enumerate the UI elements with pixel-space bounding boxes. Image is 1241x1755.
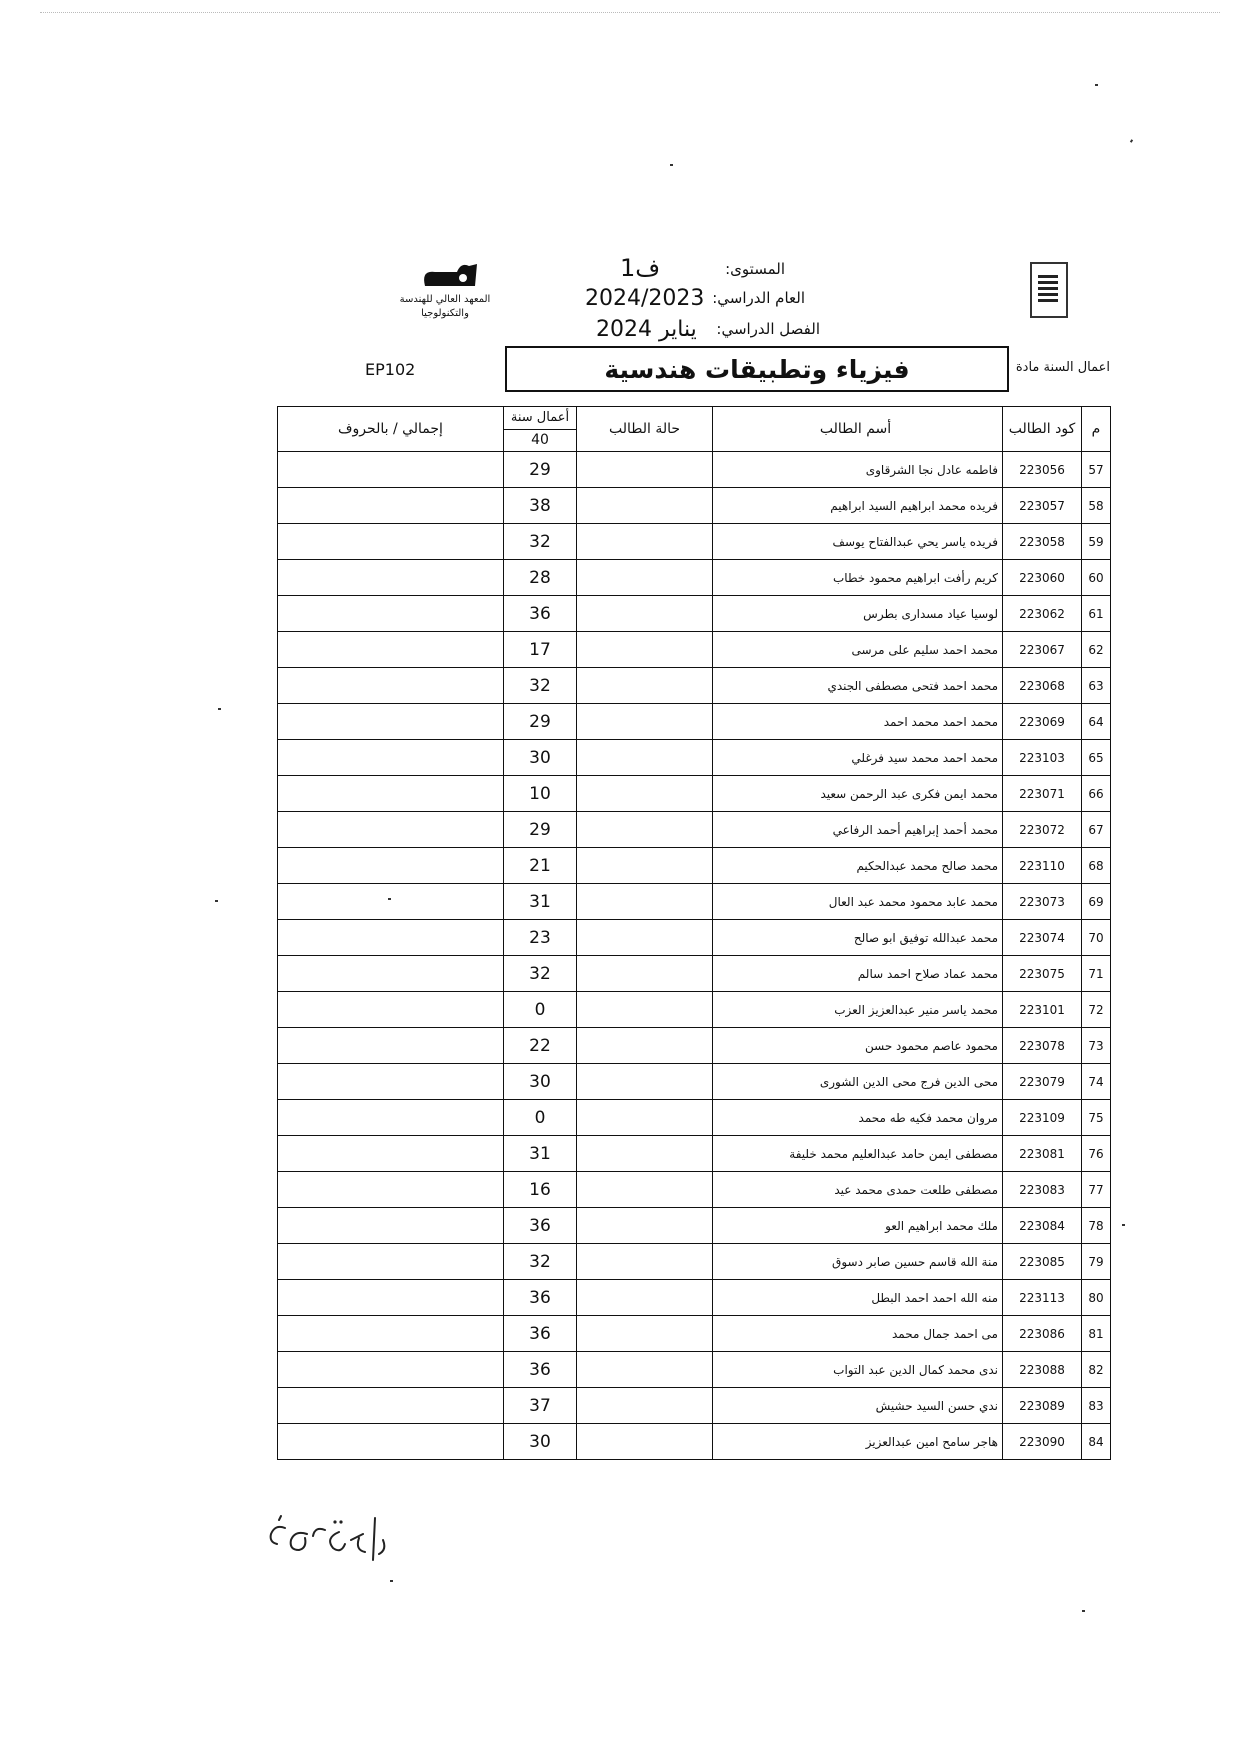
student-status <box>577 1100 713 1136</box>
student-code: 223084 <box>1003 1208 1082 1244</box>
student-score: 17 <box>504 632 577 668</box>
student-status <box>577 956 713 992</box>
student-score: 36 <box>504 1316 577 1352</box>
student-total-words <box>278 848 504 884</box>
row-number: 66 <box>1082 776 1111 812</box>
student-status <box>577 1280 713 1316</box>
row-number: 61 <box>1082 596 1111 632</box>
student-code: 223068 <box>1003 668 1082 704</box>
table-row <box>278 776 1111 812</box>
table-row <box>278 1208 1111 1244</box>
table-row <box>278 524 1111 560</box>
row-number: 70 <box>1082 920 1111 956</box>
table-row <box>278 596 1111 632</box>
header-score-max: 40 <box>531 432 549 449</box>
student-total-words <box>278 776 504 812</box>
row-number: 82 <box>1082 1352 1111 1388</box>
student-name: محمد أحمد إبراهيم أحمد الرفاعي <box>713 812 1003 848</box>
university-crest-logo <box>1030 262 1068 318</box>
student-code: 223057 <box>1003 488 1082 524</box>
row-number: 71 <box>1082 956 1111 992</box>
course-code: EP102 <box>365 360 416 379</box>
institute-logo-line1: المعهد العالي للهندسة <box>399 294 491 305</box>
student-code: 223071 <box>1003 776 1082 812</box>
student-status <box>577 1244 713 1280</box>
student-code: 223074 <box>1003 920 1082 956</box>
table-row <box>278 812 1111 848</box>
subject-title: فيزياء وتطبيقات هندسية <box>604 354 910 384</box>
student-status <box>577 704 713 740</box>
table-row <box>278 1064 1111 1100</box>
student-score: 30 <box>504 1424 577 1460</box>
student-total-words <box>278 524 504 560</box>
student-total-words <box>278 1316 504 1352</box>
student-code: 223085 <box>1003 1244 1082 1280</box>
header-status: حالة الطالب <box>577 407 713 452</box>
student-score: 31 <box>504 1136 577 1172</box>
student-total-words <box>278 596 504 632</box>
student-status <box>577 1424 713 1460</box>
table-row <box>278 1172 1111 1208</box>
row-number: 77 <box>1082 1172 1111 1208</box>
student-code: 223058 <box>1003 524 1082 560</box>
student-name: مصطفى طلعت حمدى محمد عيد <box>713 1172 1003 1208</box>
student-total-words <box>278 1352 504 1388</box>
student-code: 223056 <box>1003 452 1082 488</box>
table-row <box>278 488 1111 524</box>
term-label: الفصل الدراسي: <box>716 320 820 338</box>
table-row <box>278 920 1111 956</box>
level-label: المستوى: <box>725 260 785 278</box>
student-score: 30 <box>504 740 577 776</box>
row-number: 60 <box>1082 560 1111 596</box>
student-total-words <box>278 920 504 956</box>
student-status <box>577 596 713 632</box>
table-row <box>278 956 1111 992</box>
student-score: 29 <box>504 452 577 488</box>
student-score: 10 <box>504 776 577 812</box>
student-score: 36 <box>504 1352 577 1388</box>
student-name: هاجر سامح امين عبدالعزيز <box>713 1424 1003 1460</box>
table-row <box>278 1028 1111 1064</box>
table-row <box>278 1424 1111 1460</box>
row-number: 78 <box>1082 1208 1111 1244</box>
student-score: 32 <box>504 1244 577 1280</box>
student-total-words <box>278 1172 504 1208</box>
student-score: 31 <box>504 884 577 920</box>
student-name: محمد ياسر منير عبدالعزيز العزب <box>713 992 1003 1028</box>
row-number: 62 <box>1082 632 1111 668</box>
table-row <box>278 1388 1111 1424</box>
table-row <box>278 452 1111 488</box>
student-status <box>577 1136 713 1172</box>
student-score: 36 <box>504 1280 577 1316</box>
row-number: 64 <box>1082 704 1111 740</box>
student-name: محمد عبدالله توفيق ابو صالح <box>713 920 1003 956</box>
table-row <box>278 704 1111 740</box>
student-code: 223073 <box>1003 884 1082 920</box>
table-header-row <box>278 407 1111 452</box>
table-row <box>278 1280 1111 1316</box>
header-name: أسم الطالب <box>713 407 1003 452</box>
row-number: 67 <box>1082 812 1111 848</box>
student-total-words <box>278 1208 504 1244</box>
row-number: 76 <box>1082 1136 1111 1172</box>
table-row <box>278 992 1111 1028</box>
student-total-words <box>278 1064 504 1100</box>
student-total-words <box>278 1424 504 1460</box>
student-status <box>577 1064 713 1100</box>
student-status <box>577 1316 713 1352</box>
student-score: 32 <box>504 524 577 560</box>
subject-label: اعمال السنة مادة <box>1015 360 1110 375</box>
scan-speck <box>670 164 673 166</box>
table-row <box>278 884 1111 920</box>
scan-speck <box>1122 1224 1125 1226</box>
student-code: 223089 <box>1003 1388 1082 1424</box>
student-code: 223103 <box>1003 740 1082 776</box>
student-name: محمد احمد فتحى مصطفى الجندي <box>713 668 1003 704</box>
header-score <box>504 407 577 452</box>
student-name: فاطمه عادل نجا الشرقاوى <box>713 452 1003 488</box>
student-total-words <box>278 740 504 776</box>
student-status <box>577 524 713 560</box>
student-total-words <box>278 812 504 848</box>
student-status <box>577 668 713 704</box>
institute-logo-mark <box>417 260 487 290</box>
scan-speck <box>218 708 221 710</box>
header-no: م <box>1082 407 1111 452</box>
student-code: 223081 <box>1003 1136 1082 1172</box>
student-score: 32 <box>504 668 577 704</box>
year-label: العام الدراسي: <box>712 289 805 307</box>
student-total-words <box>278 1280 504 1316</box>
table-row <box>278 1244 1111 1280</box>
scan-top-edge <box>40 12 1220 13</box>
subject-title-box <box>505 346 1009 392</box>
term-value: يناير 2024 <box>596 317 697 342</box>
year-value: 2024/2023 <box>585 286 705 311</box>
student-score: 28 <box>504 560 577 596</box>
student-status <box>577 920 713 956</box>
row-number: 75 <box>1082 1100 1111 1136</box>
student-score: 29 <box>504 704 577 740</box>
student-status <box>577 1172 713 1208</box>
student-name: لوسيا عياد مسدارى بطرس <box>713 596 1003 632</box>
student-score: 29 <box>504 812 577 848</box>
student-total-words <box>278 956 504 992</box>
student-total-words <box>278 1388 504 1424</box>
student-name: فريده محمد ابراهيم السيد ابراهيم <box>713 488 1003 524</box>
student-name: محمد عماد صلاح احمد سالم <box>713 956 1003 992</box>
student-status <box>577 452 713 488</box>
student-name: مصطفى ايمن حامد عبدالعليم محمد خليفة <box>713 1136 1003 1172</box>
table-row <box>278 1352 1111 1388</box>
student-total-words <box>278 452 504 488</box>
student-score: 32 <box>504 956 577 992</box>
student-total-words <box>278 1136 504 1172</box>
student-code: 223062 <box>1003 596 1082 632</box>
grades-table <box>277 406 1111 1460</box>
student-status <box>577 1352 713 1388</box>
student-name: محمد احمد محمد احمد <box>713 704 1003 740</box>
student-total-words <box>278 668 504 704</box>
row-number: 65 <box>1082 740 1111 776</box>
student-total-words <box>278 992 504 1028</box>
row-number: 69 <box>1082 884 1111 920</box>
student-name: كريم رأفت ابراهيم محمود خطاب <box>713 560 1003 596</box>
student-status <box>577 776 713 812</box>
student-code: 223079 <box>1003 1064 1082 1100</box>
table-row <box>278 560 1111 596</box>
student-name: محمد صالح محمد عبدالحكيم <box>713 848 1003 884</box>
student-name: محمد احمد سليم على مرسى <box>713 632 1003 668</box>
student-name: ملك محمد ابراهيم العو <box>713 1208 1003 1244</box>
student-total-words <box>278 488 504 524</box>
student-total-words <box>278 884 504 920</box>
student-status <box>577 1028 713 1064</box>
student-name: ندى محمد كمال الدين عبد التواب <box>713 1352 1003 1388</box>
student-score: 0 <box>504 992 577 1028</box>
table-row <box>278 740 1111 776</box>
scan-speck <box>1095 84 1098 86</box>
student-total-words <box>278 1100 504 1136</box>
student-score: 16 <box>504 1172 577 1208</box>
student-code: 223060 <box>1003 560 1082 596</box>
row-number: 73 <box>1082 1028 1111 1064</box>
student-name: فريده ياسر يحي عبدالفتاح يوسف <box>713 524 1003 560</box>
student-code: 223110 <box>1003 848 1082 884</box>
student-score: 30 <box>504 1064 577 1100</box>
row-number: 58 <box>1082 488 1111 524</box>
student-score: 23 <box>504 920 577 956</box>
student-code: 223069 <box>1003 704 1082 740</box>
student-name: محمد احمد محمد سيد فرغلي <box>713 740 1003 776</box>
row-number: 72 <box>1082 992 1111 1028</box>
table-row <box>278 1136 1111 1172</box>
row-number: 79 <box>1082 1244 1111 1280</box>
student-name: مروان محمد فكيه طه محمد <box>713 1100 1003 1136</box>
table-row <box>278 668 1111 704</box>
institute-logo <box>395 260 495 330</box>
header-score-label: أعمال سنة <box>504 407 576 430</box>
row-number: 57 <box>1082 452 1111 488</box>
student-score: 38 <box>504 488 577 524</box>
student-score: 0 <box>504 1100 577 1136</box>
student-code: 223083 <box>1003 1172 1082 1208</box>
student-status <box>577 848 713 884</box>
table-row <box>278 1100 1111 1136</box>
student-total-words <box>278 560 504 596</box>
student-status <box>577 560 713 596</box>
header-code: كود الطالب <box>1003 407 1082 452</box>
student-status <box>577 488 713 524</box>
row-number: 74 <box>1082 1064 1111 1100</box>
student-status <box>577 1388 713 1424</box>
table-row <box>278 1316 1111 1352</box>
scan-speck <box>1082 1610 1085 1612</box>
header-total: إجمالي / بالحروف <box>278 407 504 452</box>
student-code: 223075 <box>1003 956 1082 992</box>
level-value: ف1 <box>620 254 661 282</box>
student-total-words <box>278 704 504 740</box>
student-code: 223113 <box>1003 1280 1082 1316</box>
handwritten-signature <box>255 1510 395 1570</box>
row-number: 80 <box>1082 1280 1111 1316</box>
student-status <box>577 812 713 848</box>
student-total-words <box>278 1244 504 1280</box>
row-number: 83 <box>1082 1388 1111 1424</box>
row-number: 84 <box>1082 1424 1111 1460</box>
student-name: محمد عابد محمود محمد عبد العال <box>713 884 1003 920</box>
row-number: 59 <box>1082 524 1111 560</box>
student-status <box>577 632 713 668</box>
student-score: 22 <box>504 1028 577 1064</box>
student-name: محى الدين فرج محى الدين الشورى <box>713 1064 1003 1100</box>
table-row <box>278 632 1111 668</box>
student-name: محمود عاصم محمود حسن <box>713 1028 1003 1064</box>
student-code: 223072 <box>1003 812 1082 848</box>
student-name: ندي حسن السيد حشيش <box>713 1388 1003 1424</box>
scan-speck <box>215 900 218 902</box>
student-name: مى احمد جمال محمد <box>713 1316 1003 1352</box>
student-code: 223090 <box>1003 1424 1082 1460</box>
student-code: 223101 <box>1003 992 1082 1028</box>
student-name: منه الله احمد احمد البطل <box>713 1280 1003 1316</box>
table-row <box>278 848 1111 884</box>
student-code: 223086 <box>1003 1316 1082 1352</box>
student-code: 223067 <box>1003 632 1082 668</box>
student-code: 223088 <box>1003 1352 1082 1388</box>
row-number: 68 <box>1082 848 1111 884</box>
scan-speck <box>390 1580 393 1582</box>
scan-speck <box>1130 139 1133 143</box>
student-code: 223078 <box>1003 1028 1082 1064</box>
student-status <box>577 884 713 920</box>
student-score: 37 <box>504 1388 577 1424</box>
student-name: منة الله قاسم حسين صابر دسوق <box>713 1244 1003 1280</box>
student-total-words <box>278 632 504 668</box>
student-code: 223109 <box>1003 1100 1082 1136</box>
student-total-words <box>278 1028 504 1064</box>
student-name: محمد ايمن فكرى عبد الرحمن سعيد <box>713 776 1003 812</box>
student-status <box>577 992 713 1028</box>
institute-logo-line2: والتكنولوجيا <box>421 308 469 319</box>
row-number: 81 <box>1082 1316 1111 1352</box>
row-number: 63 <box>1082 668 1111 704</box>
student-score: 36 <box>504 1208 577 1244</box>
student-score: 21 <box>504 848 577 884</box>
student-score: 36 <box>504 596 577 632</box>
student-status <box>577 740 713 776</box>
student-status <box>577 1208 713 1244</box>
